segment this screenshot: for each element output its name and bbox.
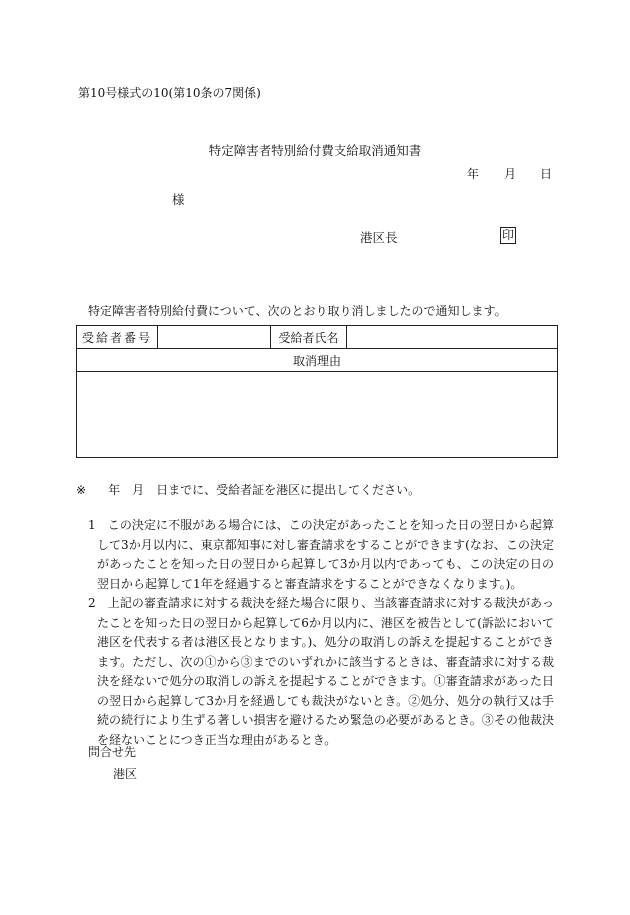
recipient-name-label: 受給者氏名	[271, 326, 347, 349]
reason-field[interactable]	[77, 372, 558, 458]
recipient-honorific: 様	[172, 192, 185, 207]
return-notice	[76, 481, 420, 498]
table-row	[77, 372, 558, 458]
recipient-number-label: 受給者番号	[77, 326, 158, 349]
note-mark: ※	[76, 483, 87, 497]
appeal-instructions	[88, 516, 554, 750]
table-row	[77, 326, 558, 349]
date-month-label: 月	[504, 167, 517, 181]
intro-text: 特定障害者特別給付費について、次のとおり取り消しましたので通知します。	[88, 304, 507, 318]
issuer-name: 港区長	[360, 230, 398, 245]
seal-mark: 印	[502, 228, 515, 242]
list-item: 2 上記の審査請求に対する裁決を経た場合に限り、当該審査請求に対する裁決があったことを知った日の翌日から起算して6か月以内に、港区を被告として(訴訟において港区を代表する者は港区長となります。)、処分の取消しの訴えを提起することができます。ただし、次の①から③までのいずれかに該当するときは、審査請求に対する裁決を経ないで処分の取消しの訴えを提起することができます。①審査請求があった日の翌日から起算して3か月を経過しても裁決がないとき。②処分、処分の執行又は手続の続行により生ずる著しい損害を避けるため緊急の必要があるとき。③その他裁決を経ないことにつき正当な理由があるとき。	[88, 596, 554, 747]
recipient-number-field[interactable]	[158, 326, 271, 349]
notice-month: 月	[132, 483, 145, 497]
table-row	[77, 349, 558, 372]
list-item: 1 この決定に不服がある場合には、この決定があったことを知った日の翌日から起算して3か月以内に、東京都知事に対し審査請求をすることができます(なお、この決定があったことを知った日の翌日から起算して3か月以内であっても、この決定の日の翌日から起算して1年を経過すると審査請求をすることができなくなります。)。	[88, 518, 554, 591]
date-day-label: 日	[540, 167, 553, 181]
notice-text: 日までに、受給者証を港区に提出してください。	[156, 483, 421, 497]
date-year-label: 年	[467, 167, 480, 181]
info-table	[76, 325, 558, 458]
document-title: 特定障害者特別給付費支給取消通知書	[208, 143, 422, 158]
contact-label: 問合せ先	[88, 745, 137, 759]
notice-year: 年	[108, 483, 121, 497]
recipient-name-field[interactable]	[347, 326, 558, 349]
reason-label: 取消理由	[77, 349, 558, 372]
contact-office: 港区	[113, 767, 138, 781]
form-number: 第10号様式の10(第10条の7関係)	[78, 86, 261, 100]
